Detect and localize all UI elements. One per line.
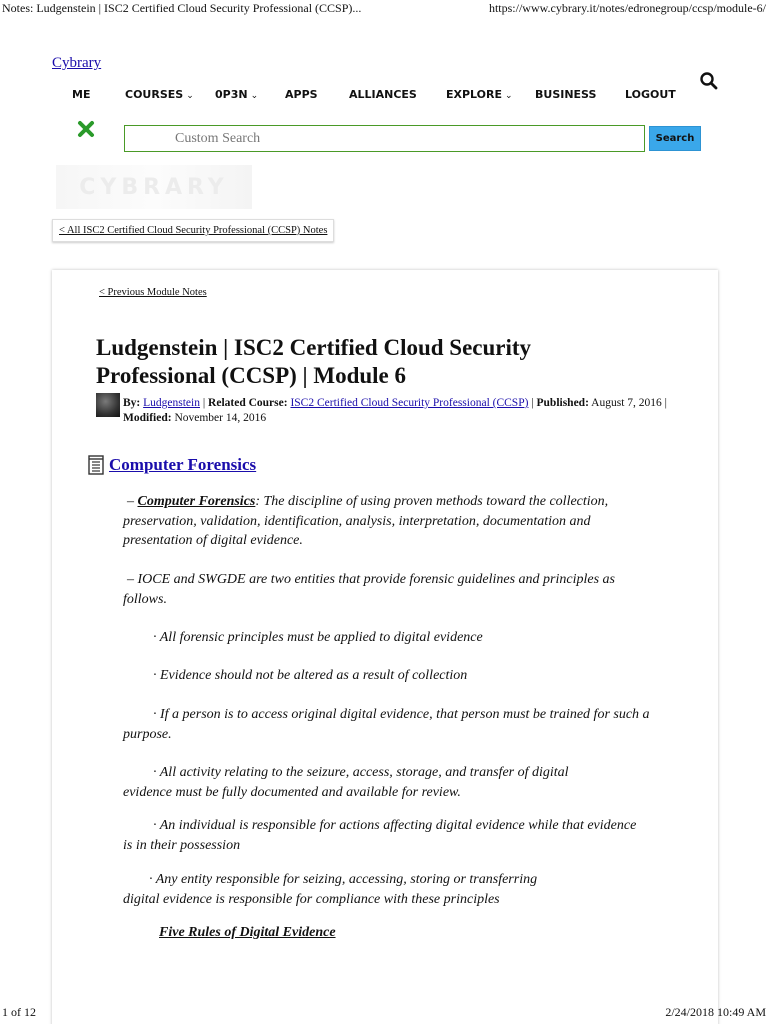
nav-item-courses[interactable]: COURSES ⌄	[125, 88, 194, 101]
print-datetime: 2/24/2018 10:49 AM	[665, 1005, 766, 1019]
print-header	[2, 1, 766, 17]
all-notes-link[interactable]: < All ISC2 Certified Cloud Security Professional (CCSP) Notes	[59, 225, 328, 236]
rules-heading: Five Rules of Digital Evidence	[159, 925, 336, 940]
search-field-wrapper	[124, 125, 645, 152]
definition-paragraph: – Computer Forensics: The discipline of using proven methods toward the collection, preservation, validation, identification, analysis, interpretation, documentation and presentation of digital evidence.	[123, 494, 609, 548]
nav-item-me[interactable]: ME	[72, 88, 91, 101]
chevron-down-icon: ⌄	[186, 91, 194, 101]
previous-module-link[interactable]: < Previous Module Notes	[99, 287, 207, 298]
related-course-link[interactable]: ISC2 Certified Cloud Security Professional (CCSP)	[290, 397, 529, 409]
page-number: 1 of 12	[2, 1005, 36, 1019]
avatar	[96, 393, 120, 417]
page-title: Ludgenstein | ISC2 Certified Cloud Security Professional (CCSP) | Module 6	[96, 335, 532, 388]
list-item: · If a person is to access original digital evidence, that person must be trained for such a purpose.	[123, 707, 650, 742]
nav-item-alliances[interactable]: ALLIANCES	[349, 88, 417, 101]
list-item: · An individual is responsible for actions affecting digital evidence while that evidence is in their possession	[123, 818, 637, 853]
list-item: · All forensic principles must be applied to digital evidence	[153, 630, 483, 645]
search-icon[interactable]	[698, 70, 720, 92]
cybrary-brand-link[interactable]: Cybrary	[52, 55, 102, 71]
nav-item-business[interactable]: BUSINESS	[535, 88, 597, 101]
chevron-down-icon: ⌄	[505, 91, 513, 101]
print-page-url: https://www.cybrary.it/notes/edronegroup/ccsp/module-6/	[488, 1, 766, 15]
nav-item-apps[interactable]: APPS	[285, 88, 318, 101]
main-nav	[52, 88, 692, 104]
modified-date: November 14, 2016	[174, 412, 267, 424]
print-footer	[2, 1005, 766, 1021]
definition-term: Computer Forensics	[137, 494, 256, 509]
article-meta: By: Ludgenstein | Related Course: ISC2 Certified Cloud Security Professional (CCSP) | Published: August 7, 2016 | Modified: November 14, 2016	[123, 397, 667, 424]
section-title[interactable]: Computer Forensics	[109, 455, 257, 474]
search-button[interactable]: Search	[649, 126, 701, 151]
all-notes-link-box	[52, 219, 334, 242]
chevron-down-icon: ⌄	[250, 91, 259, 101]
list-item: · Any entity responsible for seizing, accessing, storing or transferring digital evidence is responsible for compliance with these principles	[123, 872, 538, 907]
author-link[interactable]: Ludgenstein	[143, 397, 200, 409]
search-input[interactable]	[125, 126, 644, 151]
previous-module-link-wrapper	[99, 287, 207, 298]
close-icon[interactable]	[76, 119, 96, 139]
list-item: · All activity relating to the seizure, access, storage, and transfer of digital evidence must be fully documented and available for review.	[123, 765, 569, 800]
published-date: August 7, 2016	[591, 397, 662, 409]
print-page-title: Notes: Ludgenstein | ISC2 Certified Cloud Security Professional (CCSP)...	[2, 1, 362, 15]
nav-item-explore[interactable]: EXPLORE ⌄	[446, 88, 513, 101]
intro-paragraph: – IOCE and SWGDE are two entities that provide forensic guidelines and principles as follows.	[123, 572, 615, 607]
nav-item-0p3n[interactable]: 0P3N ⌄	[215, 88, 259, 101]
list-item: · Evidence should not be altered as a result of collection	[153, 668, 468, 683]
cybrary-logo: CYBRARY	[56, 165, 252, 209]
nav-item-logout[interactable]: LOGOUT	[625, 88, 676, 101]
document-icon	[88, 455, 104, 475]
